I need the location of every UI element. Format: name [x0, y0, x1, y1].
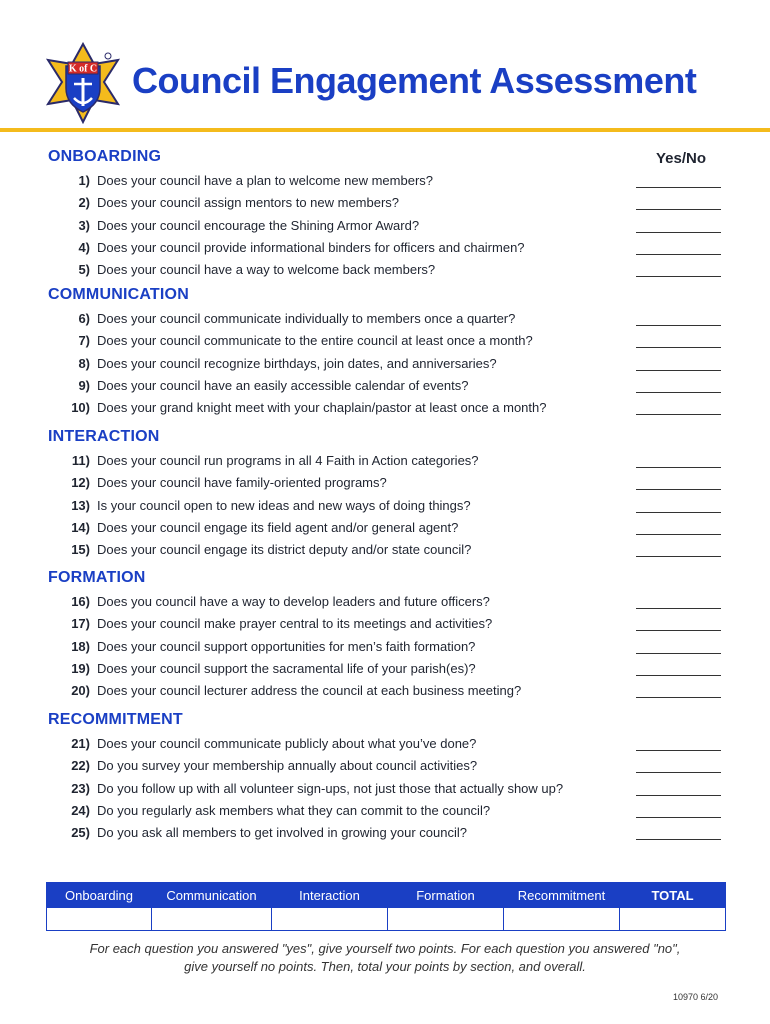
question-row: [0, 173, 770, 193]
question-row: [0, 520, 770, 540]
svg-text:K of C: K of C: [68, 63, 98, 75]
question-text: Is your council open to new ideas and new ways of doing things?: [97, 497, 471, 513]
question-text: Does your council support the sacramental life of your parish(es)?: [97, 660, 476, 676]
question-text: Does your council communicate publicly about what you’ve done?: [97, 736, 477, 751]
yes-no-answer-line[interactable]: [636, 795, 721, 796]
question-number: 3): [78, 217, 90, 233]
score-header-interaction: Interaction: [272, 883, 388, 908]
question-text: Does your council run programs in all 4 Faith in Action categories?: [97, 453, 479, 468]
yes-no-answer-line[interactable]: [636, 817, 721, 818]
score-header-communication: Communication: [152, 883, 272, 908]
question-text: Does your council have a plan to welcome new members?: [97, 173, 434, 188]
yes-no-answer-line[interactable]: [636, 392, 721, 393]
page-title: Council Engagement Assessment: [132, 60, 697, 101]
question-text: Do you regularly ask members what they can commit to the council?: [97, 802, 491, 818]
question-number: 15): [71, 542, 90, 558]
question-row: [0, 195, 770, 215]
question-number: 25): [71, 825, 90, 841]
question-row: [0, 803, 770, 823]
score-cell-formation[interactable]: [388, 908, 504, 931]
question-row: [0, 218, 770, 238]
score-header-formation: Formation: [388, 883, 504, 908]
question-row: [0, 661, 770, 681]
yes-no-answer-line[interactable]: [636, 232, 721, 233]
score-header-total: TOTAL: [620, 883, 726, 908]
question-text: Does your council provide informational binders for officers and chairmen?: [97, 239, 525, 255]
yes-no-answer-line[interactable]: [636, 653, 721, 654]
question-number: 5): [78, 262, 90, 278]
question-text: Does your council have an easily accessible calendar of events?: [97, 377, 469, 393]
yes-no-answer-line[interactable]: [636, 772, 721, 773]
question-number: 14): [71, 519, 90, 535]
yes-no-answer-line[interactable]: [636, 512, 721, 513]
question-text: Do you ask all members to get involved in growing your council?: [97, 825, 467, 841]
score-header-onboarding: Onboarding: [47, 883, 152, 908]
question-text: Does your council engage its district deputy and/or state council?: [97, 542, 472, 558]
section-title-communication: COMMUNICATION: [48, 286, 189, 303]
yes-no-answer-line[interactable]: [636, 325, 721, 326]
question-row: [0, 683, 770, 703]
score-cell-communication[interactable]: [152, 908, 272, 931]
yes-no-answer-line[interactable]: [636, 608, 721, 609]
question-number: 6): [78, 311, 90, 326]
question-row: [0, 616, 770, 636]
question-text: Does your council support opportunities for men’s faith formation?: [97, 638, 476, 654]
question-text: Does your council make prayer central to its meetings and activities?: [97, 616, 493, 632]
question-number: 21): [71, 736, 90, 751]
question-row: [0, 378, 770, 398]
question-number: 19): [71, 660, 90, 676]
yes-no-answer-line[interactable]: [636, 209, 721, 210]
score-table-header-row: [47, 883, 726, 908]
question-text: Does your council engage its field agent and/or general agent?: [97, 519, 459, 535]
yes-no-answer-line[interactable]: [636, 534, 721, 535]
question-row: [0, 736, 770, 756]
question-text: Does your council have a way to welcome back members?: [97, 262, 436, 278]
question-row: [0, 311, 770, 331]
question-text: Do you survey your membership annually about council activities?: [97, 758, 478, 774]
score-cell-interaction[interactable]: [272, 908, 388, 931]
header: [0, 0, 770, 132]
instructions-line-2: give yourself no points. Then, total your points by section, and overall.: [184, 959, 586, 974]
question-row: [0, 594, 770, 614]
question-number: 17): [71, 616, 90, 632]
knights-of-columbus-emblem-icon: [42, 42, 124, 124]
section-title-interaction: INTERACTION: [48, 428, 160, 445]
question-text: Does your council lecturer address the council at each business meeting?: [97, 683, 522, 699]
question-row: [0, 475, 770, 495]
question-text: Does your council recognize birthdays, join dates, and anniversaries?: [97, 355, 497, 371]
question-text: Does your council communicate to the entire council at least once a month?: [97, 333, 533, 349]
question-text: Does your grand knight meet with your chaplain/pastor at least once a month?: [97, 400, 547, 416]
score-table: [46, 882, 726, 931]
question-row: [0, 498, 770, 518]
yes-no-answer-line[interactable]: [636, 187, 721, 188]
yes-no-answer-line[interactable]: [636, 489, 721, 490]
question-number: 23): [71, 780, 90, 796]
question-row: [0, 400, 770, 420]
question-number: 7): [78, 333, 90, 349]
question-row: [0, 825, 770, 845]
instructions-line-1: For each question you answered "yes", give yourself two points. For each question you answered "no",: [89, 941, 681, 956]
section-title-recommitment: RECOMMITMENT: [48, 711, 183, 728]
question-text: Does your council encourage the Shining Armor Award?: [97, 217, 420, 233]
yes-no-answer-line[interactable]: [636, 839, 721, 840]
question-number: 22): [71, 758, 90, 774]
question-text: Does your council assign mentors to new members?: [97, 195, 400, 211]
yes-no-answer-line[interactable]: [636, 467, 721, 468]
question-row: [0, 758, 770, 778]
header-divider: [0, 128, 770, 132]
question-text: Does you council have a way to develop leaders and future officers?: [97, 594, 490, 609]
score-cell-total[interactable]: [620, 908, 726, 931]
yes-no-answer-line[interactable]: [636, 630, 721, 631]
question-number: 1): [78, 173, 90, 188]
question-row: [0, 240, 770, 260]
yes-no-answer-line[interactable]: [636, 697, 721, 698]
question-number: 16): [71, 594, 90, 609]
yes-no-answer-line[interactable]: [636, 254, 721, 255]
question-text: Does your council have family-oriented programs?: [97, 475, 387, 491]
yes-no-answer-line[interactable]: [636, 750, 721, 751]
yes-no-answer-line[interactable]: [636, 675, 721, 676]
question-row: [0, 356, 770, 376]
question-number: 10): [71, 400, 90, 416]
question-text: Does your council communicate individually to members once a quarter?: [97, 311, 516, 326]
question-row: [0, 453, 770, 473]
question-number: 13): [71, 497, 90, 513]
question-number: 8): [78, 355, 90, 371]
form-code: 10970 6/20: [672, 992, 718, 1002]
question-row: [0, 781, 770, 801]
score-header-recommitment: Recommitment: [504, 883, 620, 908]
score-cell-recommitment[interactable]: [504, 908, 620, 931]
question-number: 12): [71, 475, 90, 491]
section-title-onboarding: ONBOARDING: [48, 148, 162, 165]
yes-no-answer-line[interactable]: [636, 347, 721, 348]
question-number: 9): [78, 377, 90, 393]
question-number: 20): [71, 683, 90, 699]
yes-no-answer-line[interactable]: [636, 276, 721, 277]
question-number: 11): [71, 453, 90, 468]
question-number: 18): [71, 638, 90, 654]
question-number: 24): [71, 802, 90, 818]
question-text: Do you follow up with all volunteer sign-ups, not just those that actually show up?: [97, 780, 564, 796]
question-number: 2): [78, 195, 90, 211]
yes-no-answer-line[interactable]: [636, 556, 721, 557]
question-row: [0, 639, 770, 659]
score-cell-onboarding[interactable]: [47, 908, 152, 931]
question-row: [0, 333, 770, 353]
question-row: [0, 542, 770, 562]
answer-column-header: Yes/No: [656, 150, 707, 167]
yes-no-answer-line[interactable]: [636, 414, 721, 415]
section-title-formation: FORMATION: [48, 569, 146, 586]
yes-no-answer-line[interactable]: [636, 370, 721, 371]
question-row: [0, 262, 770, 282]
scoring-instructions: [40, 940, 730, 976]
score-entry-row: [47, 908, 726, 931]
question-number: 4): [78, 239, 90, 255]
